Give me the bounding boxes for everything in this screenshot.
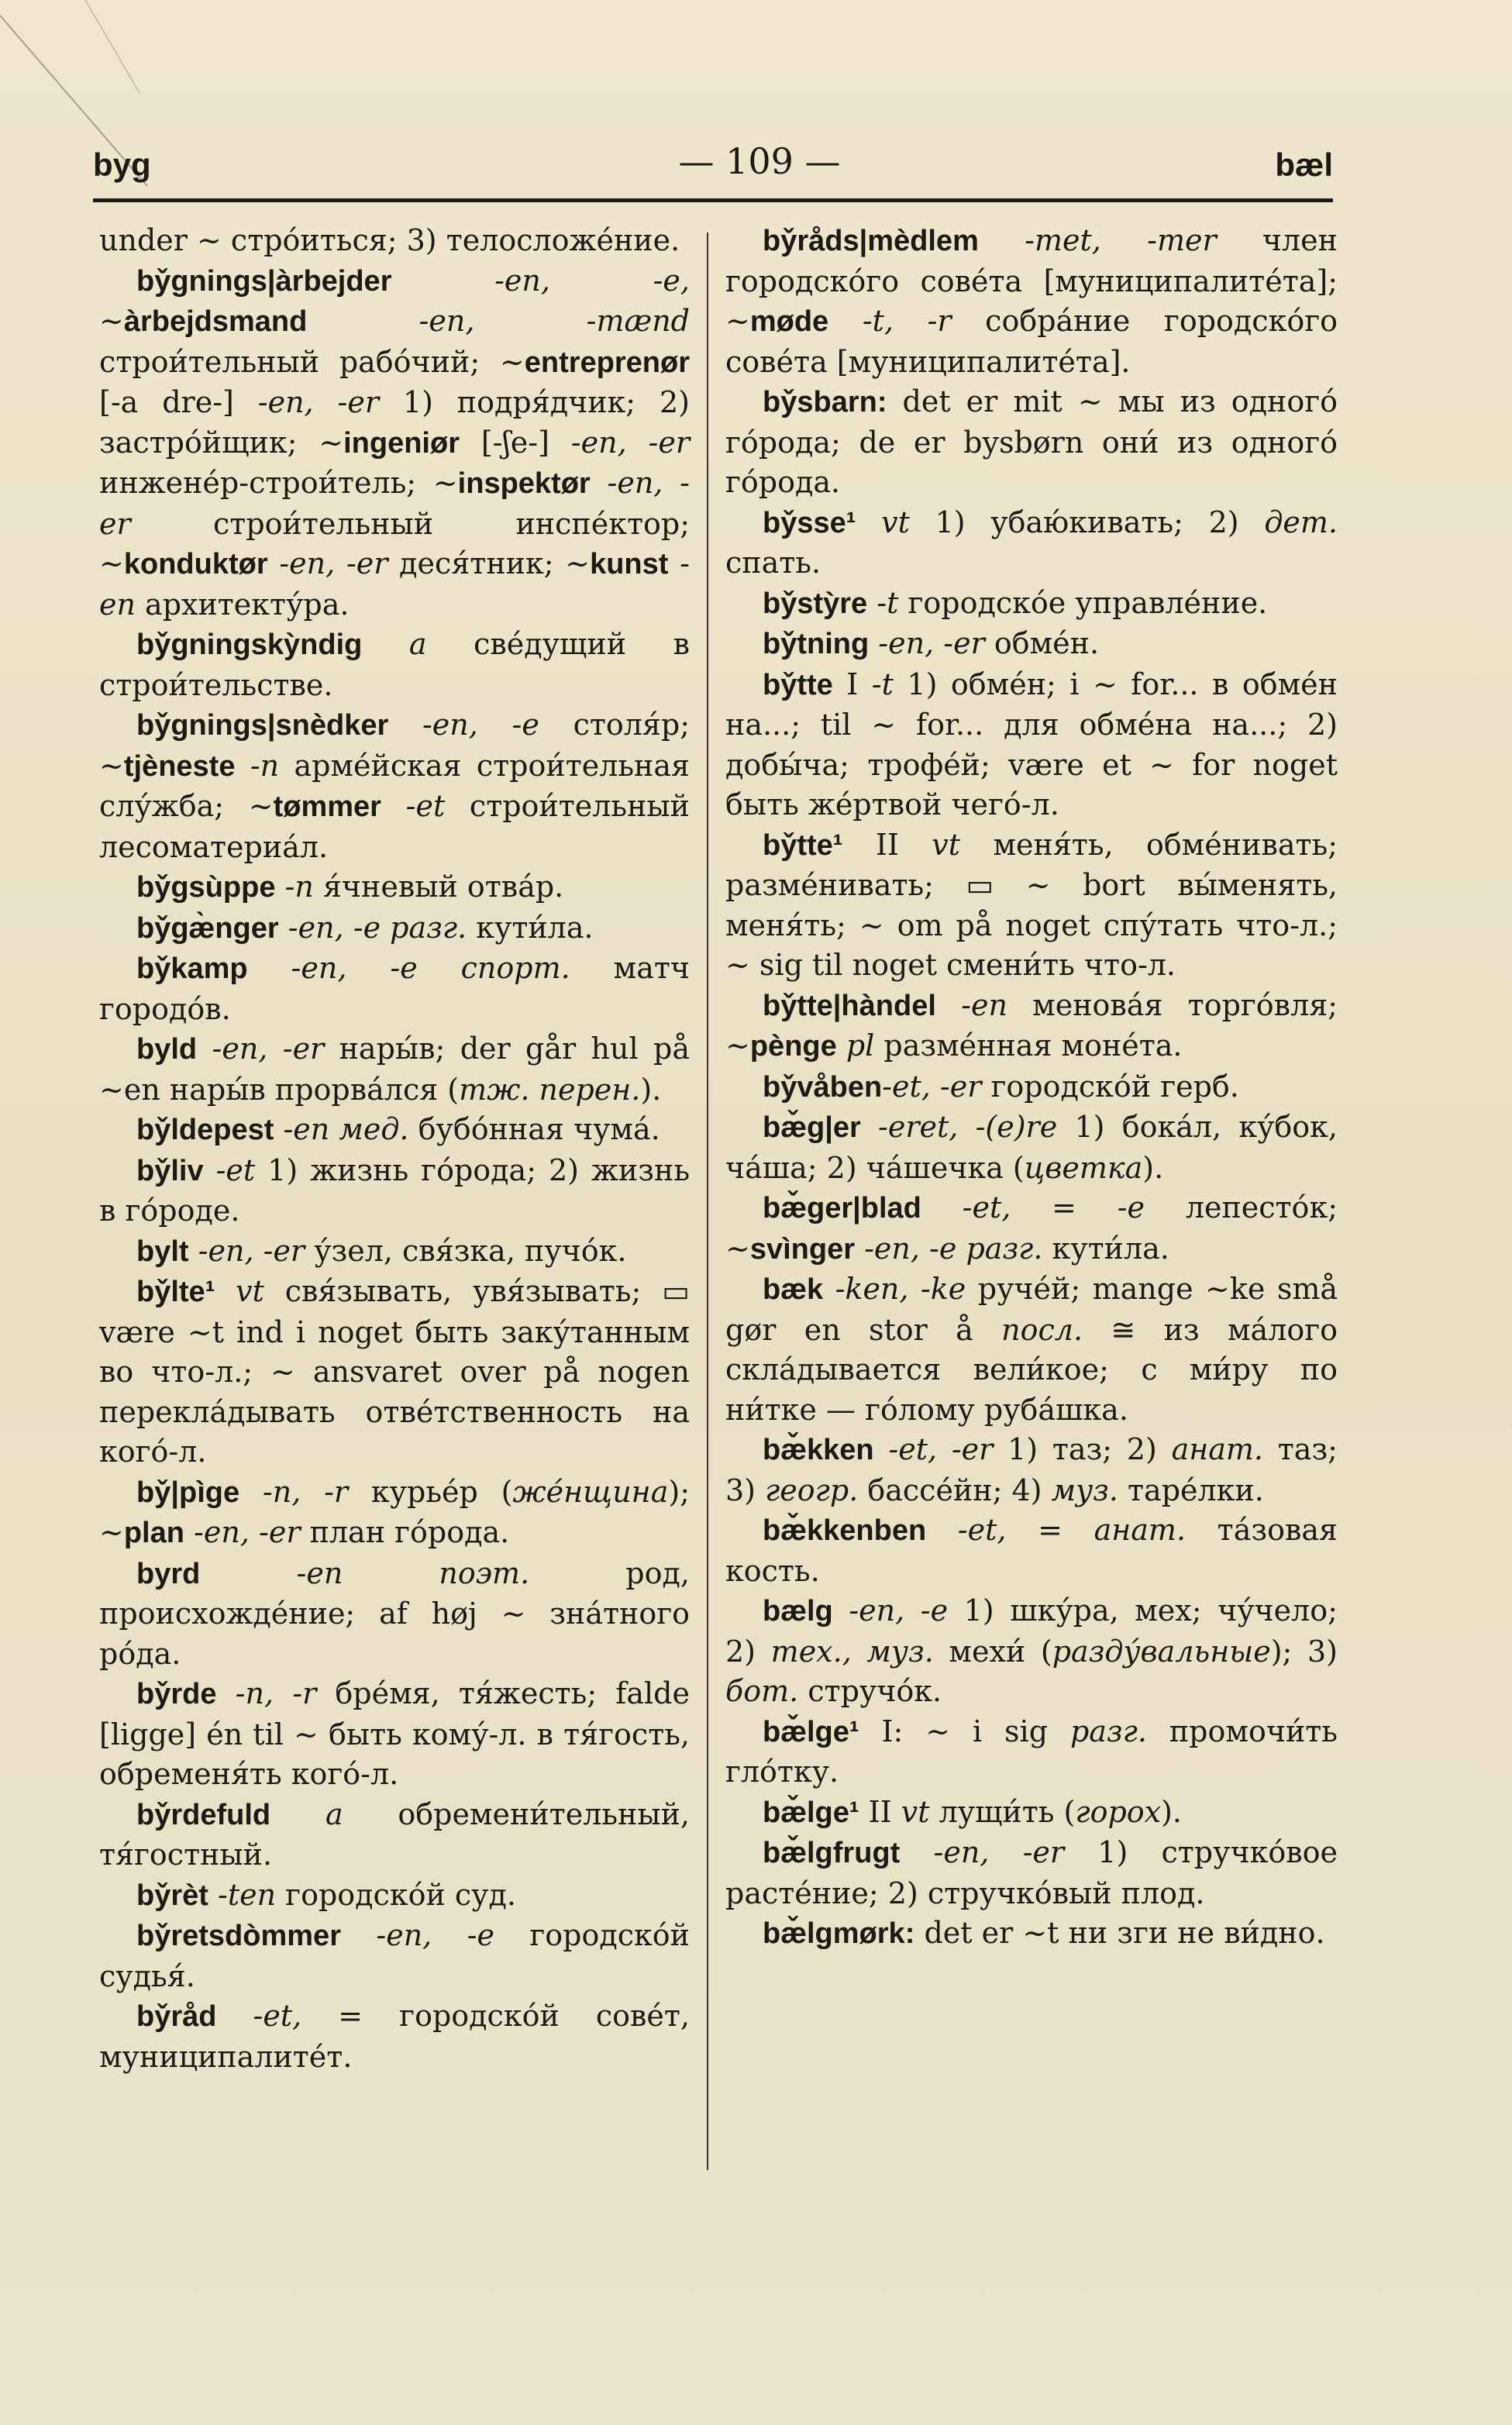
entry-grammar-label: -n (235, 748, 280, 783)
entry-grammar-label: a (362, 627, 427, 661)
right-column (725, 221, 1338, 1955)
entry-text: ). (1142, 1150, 1164, 1185)
entry-headword: by̌råds|mèdlem (763, 225, 979, 257)
entry-headword: inspektør (457, 467, 591, 500)
entry-grammar-label: же́нщина (512, 1474, 669, 1509)
dictionary-entry (99, 908, 690, 949)
dictionary-entry (99, 1231, 690, 1273)
entry-grammar-label: горох (1075, 1794, 1162, 1829)
entry-grammar-label: -et (203, 1152, 256, 1187)
entry-text: 1) шку́ра, мех; чу́чело; 2) (725, 1593, 1338, 1669)
header-right-headword: bæl (1275, 146, 1333, 183)
entry-text: таре́лки. (1118, 1473, 1264, 1507)
dictionary-entry (99, 1554, 690, 1675)
entry-headword: by̌rde (136, 1678, 217, 1710)
entry-text: план го́рода. (300, 1515, 510, 1549)
entry-headword: konduktør (123, 548, 268, 580)
dictionary-entry (725, 1913, 1338, 1955)
entry-grammar-label: -et, -er (873, 1432, 994, 1466)
entry-grammar-label: цветка (1024, 1150, 1143, 1185)
entry-text: городско́й герб. (981, 1069, 1239, 1104)
entry-grammar-label: -n (275, 870, 314, 904)
entry-text: таз; 3) (725, 1432, 1338, 1507)
entry-text: 1) бока́л, ку́бок, ча́ша; 2) ча́шечка ( (725, 1110, 1338, 1185)
entry-text: II (842, 827, 899, 862)
entry-text: 1) таз; 2) (993, 1432, 1172, 1466)
entry-headword: by̌råd (136, 2000, 217, 2033)
entry-grammar-label: vt (891, 1794, 930, 1829)
entry-grammar-label: посл. (1001, 1312, 1083, 1347)
entry-text: я́чневый отва́р. (313, 870, 564, 904)
entry-text: лущи́ть ( (929, 1794, 1076, 1829)
entry-headword: by̌ldepest (136, 1114, 274, 1146)
dictionary-entry (725, 1833, 1338, 1913)
column-divider (707, 233, 708, 2170)
header-rule (93, 198, 1333, 202)
entry-grammar-label: -et (381, 789, 446, 823)
entry-text: ~ (99, 304, 124, 338)
entry-grammar-label: -en, -e (388, 708, 539, 742)
entry-headword: ingeniør (343, 426, 460, 460)
entry-grammar-label: -en, -er (549, 425, 690, 460)
entry-headword: bæ̌kkenben (763, 1514, 927, 1547)
entry-grammar-label: -eret, -(e)re (860, 1110, 1058, 1144)
entry-grammar-label: -en, -er (197, 1032, 325, 1066)
entry-grammar-label: -en, -e разг. (855, 1231, 1043, 1266)
dictionary-entry (99, 1916, 690, 1996)
entry-headword: entreprenør (524, 346, 690, 379)
entry-grammar-label: -en, -er (99, 466, 690, 541)
dictionary-entry (725, 1067, 1338, 1108)
entry-grammar-label: -t, -r (828, 304, 952, 338)
entry-text: столя́р; ~ (99, 708, 690, 783)
entry-grammar-label: -en, -e, (391, 263, 690, 298)
dictionary-entry (725, 986, 1338, 1067)
entry-grammar-label: анат. (1171, 1432, 1264, 1466)
dictionary-entry (99, 1029, 690, 1110)
dictionary-entry (99, 1795, 690, 1876)
entry-text: деся́тник; ~ (387, 546, 591, 580)
entry-text: архитекту́ра. (135, 587, 350, 622)
entry-grammar-label: -en, -mænd (307, 304, 690, 338)
dictionary-entry (725, 1188, 1338, 1269)
dictionary-entry (99, 867, 690, 908)
entry-text: [-a dre-] (99, 385, 234, 419)
entry-text: член городско́го сове́та [муниципалите́та]; ~ (725, 223, 1338, 338)
entry-grammar-label: -n, -r (239, 1474, 349, 1509)
entry-grammar-label: vt (856, 505, 910, 539)
entry-grammar-label: -en мед. (274, 1112, 409, 1146)
entry-text: ≅ из ма́лого скла́дывается вели́кое; с ми́ру по ни́тке — го́лому руба́шка. (725, 1312, 1338, 1427)
page-header (93, 136, 1333, 198)
entry-text: ~ i sig (903, 1714, 1070, 1748)
entry-text: стручо́к. (798, 1674, 942, 1708)
dictionary-entry (725, 1510, 1338, 1591)
entry-grammar-label: геогр. (765, 1473, 859, 1507)
entry-text: 1) убаю́кивать; 2) (909, 505, 1265, 539)
dictionary-entry (725, 825, 1338, 986)
entry-grammar-label: бот. (725, 1674, 799, 1708)
dictionary-entry (99, 221, 690, 261)
entry-text: ). (1161, 1794, 1182, 1829)
entry-text: свя́зывать, увя́зывать; ▭ være ~t ind i noget быть заку́танным во что-л.; ~ ansvaret over på nogen перекла́дывать отве́тственность на кого́-л. (99, 1274, 690, 1469)
entry-headword: bæ̌lge¹ (763, 1796, 859, 1829)
entry-headword: by̌kamp (136, 952, 248, 985)
entry-headword: tømmer (273, 791, 381, 823)
entry-headword: by̌tte¹ (763, 828, 843, 862)
entry-headword: bæ̌lgfrugt (763, 1837, 901, 1869)
entry-grammar-label: -en, -er (267, 546, 388, 580)
entry-headword: by̌våben (763, 1070, 883, 1104)
dictionary-entry (725, 1107, 1338, 1188)
entry-headword: by̌tte (763, 668, 833, 701)
dictionary-entry (725, 1712, 1338, 1793)
entry-text: кути́ла. (1042, 1231, 1169, 1266)
entry-text: ). (640, 1072, 662, 1107)
entry-grammar-label: -et, -er (882, 1069, 982, 1104)
entry-grammar-label: тж. перен. (459, 1072, 641, 1107)
entry-text: ); ~ (99, 1474, 691, 1549)
entry-headword: plan (123, 1517, 184, 1549)
dictionary-entry (99, 1674, 690, 1795)
entry-grammar-label: разду́вальные (1052, 1634, 1271, 1669)
entry-text: бассе́йн; 4) (858, 1473, 1052, 1507)
dictionary-entry (99, 1151, 690, 1231)
dictionary-entry (725, 382, 1338, 503)
entry-text: бре́мя, тя́жесть; falde [ligge] én til ~ быть кому́-л. в тя́гость, обременя́ть кого́-л. (99, 1676, 690, 1791)
entry-text: [-ʃe-] (459, 425, 549, 460)
entry-text: у́зел, свя́зка, пучо́к. (305, 1233, 627, 1268)
dictionary-entry (725, 503, 1338, 584)
dictionary-entry (99, 1876, 690, 1917)
entry-grammar-label: -en, -e (832, 1593, 949, 1628)
entry-text: 1) подря́дчик; 2) застро́йщик; ~ (99, 385, 690, 460)
entry-headword: by̌gnings|àrbejder (136, 264, 392, 298)
entry-text: det er ~t ни зги не ви́дно. (914, 1916, 1325, 1950)
entry-headword: bæ̌lge¹ (763, 1715, 859, 1748)
entry-grammar-label: тех., муз. (770, 1634, 934, 1669)
dictionary-entry (99, 625, 690, 705)
entry-headword: by̌|pìge (136, 1476, 240, 1509)
dictionary-entry (725, 1430, 1338, 1510)
dictionary-entry (99, 1996, 690, 2077)
entry-grammar-label: -ten (208, 1877, 277, 1912)
entry-grammar-label: -en, -e спорт. (247, 951, 570, 985)
entry-grammar-label: -n, -r (216, 1676, 317, 1710)
entry-text: городско́е управле́ние. (898, 585, 1268, 620)
dictionary-entry (725, 624, 1338, 665)
entry-text: инжене́р-строи́тель; ~ (99, 466, 458, 500)
entry-text: све́дущий в строи́тельстве. (99, 627, 690, 702)
entry-text: ); 3) (1270, 1634, 1338, 1669)
entry-text: строи́тельный инспе́ктор; ~ (99, 506, 690, 580)
page-number: — 109 — (678, 140, 841, 182)
entry-grammar-label: дет. (1264, 505, 1338, 539)
entry-text: under ~ стро́иться; 3) телосложе́ние. (99, 223, 680, 257)
entry-headword: bæ̌kken (763, 1434, 874, 1466)
entry-headword: by̌retsdòmmer (136, 1920, 341, 1952)
entry-text: менова́я торго́вля; ~ (725, 987, 1338, 1063)
entry-text: та́зовая кость. (725, 1513, 1338, 1588)
dictionary-entry (725, 665, 1338, 825)
entry-headword: kunst (590, 548, 669, 580)
entry-grammar-label: -et, = -e (921, 1190, 1145, 1225)
entry-text: лепесто́к; ~ (725, 1190, 1338, 1266)
dictionary-entry (99, 949, 690, 1029)
entry-text: кути́ла. (467, 910, 594, 945)
entry-headword: by̌lte¹ (136, 1276, 215, 1308)
entry-text: бубо́нная чума́. (408, 1112, 660, 1146)
entry-text: спать. (725, 546, 821, 580)
entry-headword: àrbejdsmand (123, 305, 308, 338)
dictionary-entry (99, 1272, 690, 1473)
entry-text: det er mit ~ мы из одного́ го́рода; de er bysbørn они́ из одного́ го́рода. (725, 384, 1338, 499)
entry-grammar-label: vt (215, 1274, 264, 1308)
entry-grammar-label: -en поэт. (200, 1555, 530, 1590)
entry-headword: møde (749, 305, 829, 338)
dictionary-entry (725, 221, 1338, 382)
entry-headword: byrd (136, 1557, 201, 1590)
entry-text: 1) обме́н; i ~ for... в обме́н на...; til ~ for... для обме́на на...; 2) добы́ча; трофе́й; være et ~ for noget быть же́ртвой чего́-л. (725, 667, 1338, 822)
entry-grammar-label: -t (867, 585, 899, 620)
entry-headword: pènge (749, 1030, 837, 1063)
entry-headword: by̌gnings|snèdker (136, 709, 389, 742)
entry-headword: bæ̌g|er (763, 1111, 861, 1144)
entry-text: обме́н. (984, 626, 1100, 660)
entry-grammar-label: -en (935, 987, 1007, 1022)
entry-headword: bæk (763, 1273, 824, 1306)
entry-text: нары́в; der går hul på ~en нары́в прорва́лся ( (99, 1032, 690, 1107)
entry-grammar-label: -en, -e (340, 1918, 494, 1952)
entry-text: городско́й судья́. (99, 1918, 690, 1993)
entry-text: строи́тельный лесоматериа́л. (99, 789, 690, 864)
entry-headword: tjèneste (123, 749, 236, 783)
entry-headword: by̌liv (136, 1154, 204, 1187)
entry-text: разме́нная моне́та. (874, 1028, 1183, 1063)
dictionary-entry (99, 261, 690, 625)
entry-grammar-label: -et, = (216, 1999, 363, 2033)
entry-text: II (859, 1794, 892, 1829)
entry-grammar-label: муз. (1051, 1473, 1118, 1507)
entry-grammar-label: -ken, -ke (823, 1272, 966, 1306)
entry-grammar-label: -en, -er (233, 385, 380, 419)
entry-grammar-label: -en, -er (869, 626, 985, 660)
entry-headword: byld (136, 1033, 198, 1066)
entry-text: городско́й суд. (276, 1877, 516, 1912)
header-left-headword: byg (93, 146, 151, 183)
dictionary-entry (725, 1591, 1338, 1712)
entry-grammar-label: pl (836, 1028, 875, 1063)
entry-headword: bylt (136, 1235, 189, 1268)
entry-text: руче́й; mange ~ke små gør en stor å (725, 1272, 1338, 1347)
entry-text: строи́тельный рабо́чий; ~ (99, 344, 525, 379)
entry-text: промочи́ть гло́тку. (725, 1714, 1338, 1789)
entry-headword: by̌sbarn: (763, 386, 887, 419)
entry-text: 1) жизнь го́рода; 2) жизнь в го́роде. (99, 1152, 691, 1228)
entry-text: собра́ние городско́го сове́та [муниципалите́та]. (725, 304, 1338, 379)
entry-text: I (832, 667, 859, 701)
entry-text: обремени́тельный, тя́гостный. (99, 1796, 690, 1872)
entry-text: мехи́ ( (933, 1634, 1052, 1669)
entry-headword: by̌rèt (136, 1879, 208, 1912)
entry-headword: by̌tning (763, 628, 870, 660)
entry-headword: by̌gsùppe (136, 871, 276, 904)
dictionary-entry (725, 1269, 1338, 1430)
entry-headword: svìnger (749, 1232, 856, 1266)
entry-grammar-label: -en (99, 546, 690, 622)
entry-grammar-label: -met, -mer (978, 223, 1217, 257)
entry-headword: by̌gæ̀nger (136, 911, 279, 945)
entry-headword: bælg (763, 1595, 833, 1628)
entry-headword: by̌gningskỳndig (136, 629, 363, 661)
dictionary-entry (725, 1793, 1338, 1834)
entry-headword: bæ̌lgmørk: (763, 1917, 915, 1950)
entry-headword: bæ̌ger|blad (763, 1192, 921, 1225)
entry-grammar-label: -en, -er (900, 1835, 1065, 1869)
entry-text: I: (859, 1714, 904, 1748)
entry-grammar-label: -t (858, 667, 894, 701)
entry-text: 1) стручко́вое расте́ние; 2) стручко́вый плод. (725, 1835, 1338, 1910)
dictionary-entry (99, 1110, 690, 1151)
dictionary-entry (725, 584, 1338, 625)
entry-text: матч городо́в. (99, 951, 690, 1026)
entry-headword: by̌sse¹ (763, 506, 856, 539)
entry-headword: by̌rdefuld (136, 1798, 271, 1831)
entry-grammar-label: -en, -e разг. (278, 910, 467, 945)
dictionary-entry (99, 705, 690, 867)
entry-text: арме́йская строи́тельная слу́жба; ~ (99, 748, 690, 823)
entry-text: род, происхожде́ние; af høj ~ зна́тного ро́да. (99, 1555, 690, 1671)
left-column (99, 221, 690, 2077)
entry-grammar-label: -en, -er (184, 1515, 301, 1549)
entry-grammar-label: a (270, 1796, 343, 1831)
entry-grammar-label: разг. (1069, 1714, 1147, 1748)
entry-text: меня́ть, обме́нивать; разме́нивать; ▭ ~ bort вы́менять, меня́ть; ~ om på noget спу́тать что-л.; ~ sig til noget смени́ть что-л. (725, 827, 1338, 982)
dictionary-entry (99, 1473, 690, 1554)
entry-headword: by̌stỳre (763, 587, 868, 620)
entry-text: курье́р ( (348, 1474, 513, 1509)
entry-text: городско́й сове́т, муниципалите́т. (99, 1999, 690, 2074)
entry-grammar-label: vt (898, 827, 961, 862)
entry-headword: by̌tte|hàndel (763, 989, 936, 1022)
entry-grammar-label: -et, = анат. (926, 1513, 1187, 1547)
entry-grammar-label: -en, -er (188, 1233, 305, 1268)
